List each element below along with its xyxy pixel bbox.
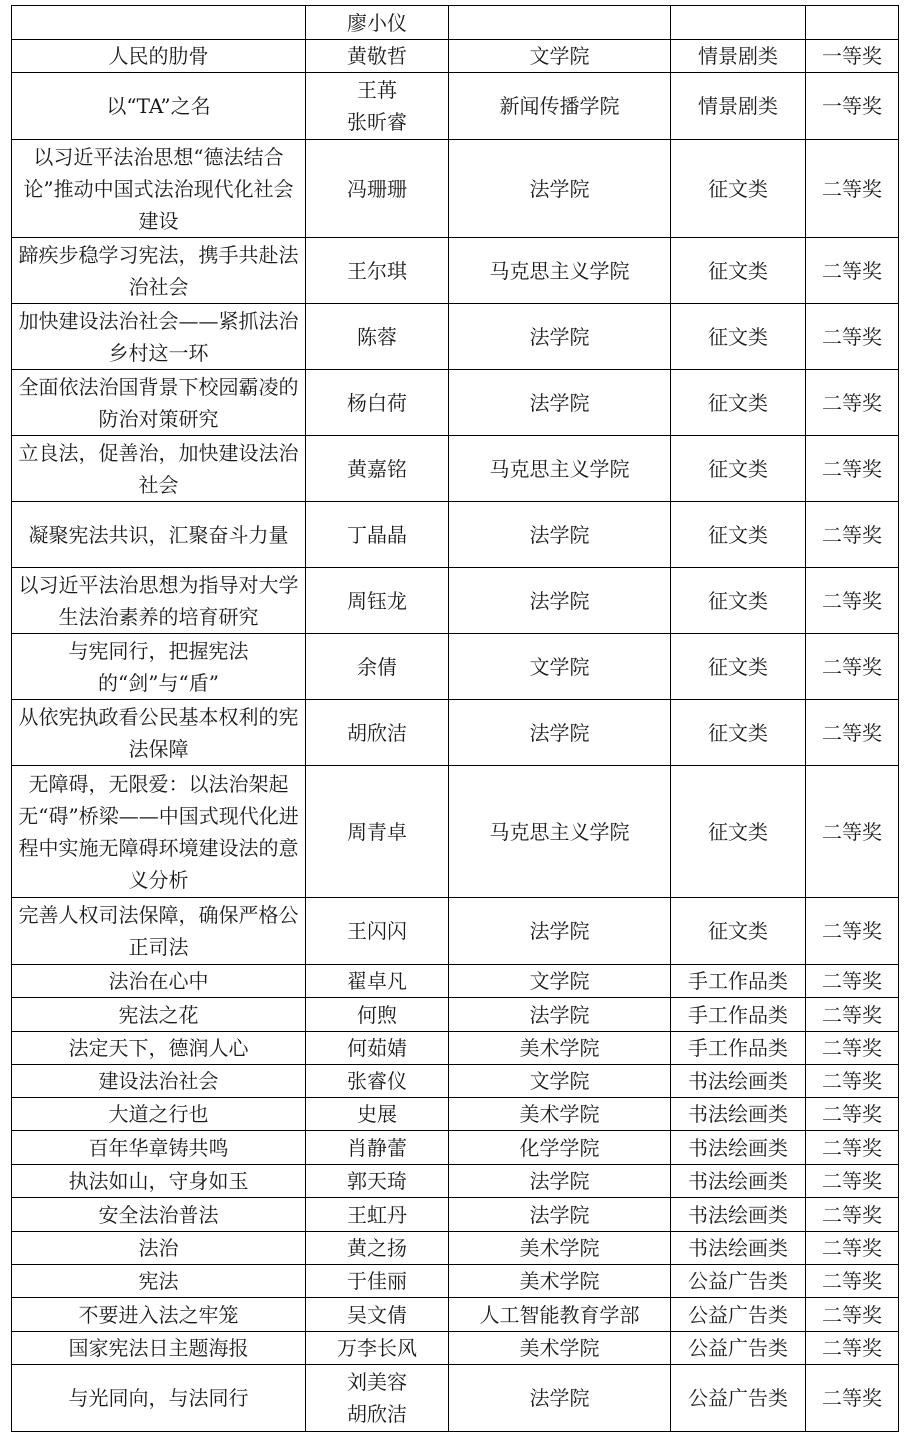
table-row xyxy=(12,634,899,700)
college-cell: 文学院 xyxy=(449,40,671,73)
category-cell: 征文类 xyxy=(671,238,806,304)
category-cell: 手工作品类 xyxy=(671,965,806,998)
author-name: 廖小仪 xyxy=(347,10,407,35)
author-name: 翟卓凡 xyxy=(347,969,407,993)
award-cell: 二等奖 xyxy=(806,1332,899,1365)
table-row xyxy=(12,436,899,502)
author-cell xyxy=(306,998,449,1032)
award-cell: 一等奖 xyxy=(806,40,899,73)
author-name: 丁晶晶 xyxy=(347,522,407,547)
entry-title-cell: 以“TA”之名 xyxy=(12,73,306,140)
category-cell: 征文类 xyxy=(671,304,806,370)
category-cell: 公益广告类 xyxy=(671,1332,806,1365)
author-name: 何煦 xyxy=(357,1002,397,1027)
college-cell: 化学学院 xyxy=(449,1131,671,1165)
awards-table-body xyxy=(12,6,899,1432)
entry-title-cell: 国家宪法日主题海报 xyxy=(12,1332,306,1365)
author-cell xyxy=(306,1232,449,1265)
category-cell: 征文类 xyxy=(671,634,806,700)
college-cell: 文学院 xyxy=(449,634,671,700)
author-cell xyxy=(306,1131,449,1165)
college-cell: 马克思主义学院 xyxy=(449,766,671,898)
award-cell: 二等奖 xyxy=(806,766,899,898)
category-cell: 情景剧类 xyxy=(671,40,806,73)
author-name: 何茹婧 xyxy=(347,1036,407,1060)
author-cell xyxy=(306,1065,449,1098)
entry-title-cell: 建设法治社会 xyxy=(12,1065,306,1098)
entry-title-cell xyxy=(12,6,306,40)
author-cell xyxy=(306,766,449,898)
author-name: 郭天琦 xyxy=(347,1169,407,1193)
author-cell xyxy=(306,700,449,766)
college-cell: 美术学院 xyxy=(449,1032,671,1065)
college-cell: 美术学院 xyxy=(449,1232,671,1265)
college-cell: 法学院 xyxy=(449,1198,671,1232)
college-cell: 法学院 xyxy=(449,140,671,238)
award-cell: 二等奖 xyxy=(806,965,899,998)
award-cell: 二等奖 xyxy=(806,1265,899,1298)
award-cell: 二等奖 xyxy=(806,1032,899,1065)
author-name: 冯珊珊 xyxy=(347,176,407,201)
college-cell: 法学院 xyxy=(449,898,671,965)
author-cell xyxy=(306,370,449,436)
award-cell: 二等奖 xyxy=(806,998,899,1032)
college-cell: 法学院 xyxy=(449,1165,671,1198)
entry-title-cell: 以习近平法治思想“德法结合论”推动中国式法治现代化社会建设 xyxy=(12,140,306,238)
entry-title-cell: 立良法，促善治，加快建设法治社会 xyxy=(12,436,306,502)
entry-title-cell: 法治在心中 xyxy=(12,965,306,998)
table-row xyxy=(12,766,899,898)
category-cell: 公益广告类 xyxy=(671,1365,806,1432)
author-cell xyxy=(306,1298,449,1332)
category-cell: 书法绘画类 xyxy=(671,1198,806,1232)
author-name: 刘美容 xyxy=(347,1370,407,1394)
category-cell: 手工作品类 xyxy=(671,1032,806,1065)
author-name: 余倩 xyxy=(357,654,397,679)
college-cell: 文学院 xyxy=(449,965,671,998)
award-cell: 二等奖 xyxy=(806,1198,899,1232)
author-name: 周青卓 xyxy=(347,819,407,844)
table-row xyxy=(12,568,899,634)
category-cell: 征文类 xyxy=(671,370,806,436)
table-row xyxy=(12,1198,899,1232)
table-row xyxy=(12,965,899,998)
author-cell xyxy=(306,73,449,140)
award-cell: 二等奖 xyxy=(806,502,899,568)
award-cell: 二等奖 xyxy=(806,1165,899,1198)
category-cell: 书法绘画类 xyxy=(671,1165,806,1198)
award-cell: 二等奖 xyxy=(806,568,899,634)
table-row xyxy=(12,1131,899,1165)
author-cell xyxy=(306,238,449,304)
category-cell: 征文类 xyxy=(671,140,806,238)
award-cell: 二等奖 xyxy=(806,1098,899,1131)
author-name: 于佳丽 xyxy=(347,1269,407,1293)
award-cell: 一等奖 xyxy=(806,73,899,140)
entry-title-cell: 执法如山，守身如玉 xyxy=(12,1165,306,1198)
author-cell xyxy=(306,40,449,73)
award-cell: 二等奖 xyxy=(806,1232,899,1265)
author-cell xyxy=(306,1098,449,1131)
entry-title-cell: 宪法 xyxy=(12,1265,306,1298)
entry-title-cell: 人民的肋骨 xyxy=(12,40,306,73)
author-name: 史展 xyxy=(357,1102,397,1126)
college-cell: 法学院 xyxy=(449,998,671,1032)
category-cell: 征文类 xyxy=(671,766,806,898)
author-cell xyxy=(306,304,449,370)
author-name: 黄之扬 xyxy=(347,1236,407,1260)
table-row xyxy=(12,1298,899,1332)
author-cell xyxy=(306,1032,449,1065)
author-name: 胡欣洁 xyxy=(347,720,407,745)
entry-title-cell: 全面依法治国背景下校园霸凌的防治对策研究 xyxy=(12,370,306,436)
category-cell: 手工作品类 xyxy=(671,998,806,1032)
author-name: 王虹丹 xyxy=(347,1202,407,1227)
award-cell: 二等奖 xyxy=(806,1298,899,1332)
category-cell: 书法绘画类 xyxy=(671,1098,806,1131)
college-cell: 马克思主义学院 xyxy=(449,436,671,502)
author-name: 万李长风 xyxy=(337,1336,417,1360)
table-row xyxy=(12,1365,899,1432)
entry-title-cell: 与光同向，与法同行 xyxy=(12,1365,306,1432)
table-row xyxy=(12,1265,899,1298)
college-cell: 美术学院 xyxy=(449,1332,671,1365)
author-cell xyxy=(306,898,449,965)
author-name: 王苒 xyxy=(357,78,397,102)
award-cell: 二等奖 xyxy=(806,436,899,502)
author-cell xyxy=(306,568,449,634)
table-row xyxy=(12,370,899,436)
table-row xyxy=(12,304,899,370)
category-cell: 征文类 xyxy=(671,502,806,568)
college-cell: 美术学院 xyxy=(449,1098,671,1131)
entry-title-cell: 无障碍，无限爱：以法治架起无“碍”桥梁——中国式现代化进程中实施无障碍环境建设法的意义分析 xyxy=(12,766,306,898)
award-cell: 二等奖 xyxy=(806,1131,899,1165)
author-name: 黄嘉铭 xyxy=(347,456,407,481)
award-cell: 二等奖 xyxy=(806,370,899,436)
author-name: 王尔琪 xyxy=(347,258,407,283)
author-name: 肖静蕾 xyxy=(347,1135,407,1160)
author-name: 王闪闪 xyxy=(347,919,407,943)
category-cell: 书法绘画类 xyxy=(671,1131,806,1165)
author-cell xyxy=(306,502,449,568)
table-row xyxy=(12,1332,899,1365)
table-row xyxy=(12,1032,899,1065)
college-cell: 法学院 xyxy=(449,304,671,370)
award-cell xyxy=(806,6,899,40)
college-cell: 美术学院 xyxy=(449,1265,671,1298)
author-cell xyxy=(306,634,449,700)
table-row xyxy=(12,700,899,766)
table-row xyxy=(12,998,899,1032)
author-cell xyxy=(306,140,449,238)
author-cell xyxy=(306,6,449,40)
table-row xyxy=(12,502,899,568)
author-cell xyxy=(306,1365,449,1432)
college-cell: 马克思主义学院 xyxy=(449,238,671,304)
category-cell: 书法绘画类 xyxy=(671,1232,806,1265)
author-name: 张昕睿 xyxy=(347,110,407,134)
author-name: 胡欣洁 xyxy=(347,1402,407,1426)
entry-title-cell: 安全法治普法 xyxy=(12,1198,306,1232)
entry-title-cell: 不要进入法之牢笼 xyxy=(12,1298,306,1332)
award-cell: 二等奖 xyxy=(806,140,899,238)
author-name: 周钰龙 xyxy=(347,588,407,613)
author-cell xyxy=(306,436,449,502)
category-cell xyxy=(671,6,806,40)
award-cell: 二等奖 xyxy=(806,898,899,965)
author-name: 陈蓉 xyxy=(357,324,397,349)
awards-table xyxy=(11,5,899,1432)
author-name: 黄敬哲 xyxy=(347,44,407,68)
table-row xyxy=(12,1098,899,1131)
author-cell xyxy=(306,1332,449,1365)
category-cell: 征文类 xyxy=(671,568,806,634)
author-name: 张睿仪 xyxy=(347,1069,407,1093)
college-cell: 法学院 xyxy=(449,568,671,634)
table-row xyxy=(12,238,899,304)
table-row xyxy=(12,6,899,40)
author-name: 杨白荷 xyxy=(347,390,407,415)
award-cell: 二等奖 xyxy=(806,238,899,304)
award-cell: 二等奖 xyxy=(806,700,899,766)
author-name: 吴文倩 xyxy=(347,1302,407,1327)
award-cell: 二等奖 xyxy=(806,1365,899,1432)
entry-title-cell: 凝聚宪法共识，汇聚奋斗力量 xyxy=(12,502,306,568)
table-row xyxy=(12,1232,899,1265)
author-cell xyxy=(306,1265,449,1298)
entry-title-cell: 法定天下，德润人心 xyxy=(12,1032,306,1065)
table-row xyxy=(12,40,899,73)
college-cell: 新闻传播学院 xyxy=(449,73,671,140)
entry-title-cell: 蹄疾步稳学习宪法，携手共赴法治社会 xyxy=(12,238,306,304)
entry-title-cell: 加快建设法治社会——紧抓法治乡村这一环 xyxy=(12,304,306,370)
college-cell: 文学院 xyxy=(449,1065,671,1098)
entry-title-cell: 完善人权司法保障，确保严格公正司法 xyxy=(12,898,306,965)
college-cell: 法学院 xyxy=(449,502,671,568)
entry-title-cell: 大道之行也 xyxy=(12,1098,306,1131)
category-cell: 书法绘画类 xyxy=(671,1065,806,1098)
table-row xyxy=(12,1165,899,1198)
table-row xyxy=(12,1065,899,1098)
college-cell: 法学院 xyxy=(449,1365,671,1432)
category-cell: 情景剧类 xyxy=(671,73,806,140)
entry-title-cell: 从依宪执政看公民基本权利的宪法保障 xyxy=(12,700,306,766)
category-cell: 公益广告类 xyxy=(671,1265,806,1298)
category-cell: 公益广告类 xyxy=(671,1298,806,1332)
award-cell: 二等奖 xyxy=(806,1065,899,1098)
college-cell: 法学院 xyxy=(449,700,671,766)
entry-title-cell: 百年华章铸共鸣 xyxy=(12,1131,306,1165)
table-row xyxy=(12,140,899,238)
category-cell: 征文类 xyxy=(671,436,806,502)
entry-title-cell: 法治 xyxy=(12,1232,306,1265)
entry-title-cell: 与宪同行，把握宪法的“剑”与“盾” xyxy=(12,634,306,700)
author-cell xyxy=(306,1198,449,1232)
entry-title-cell: 宪法之花 xyxy=(12,998,306,1032)
category-cell: 征文类 xyxy=(671,898,806,965)
entry-title-cell: 以习近平法治思想为指导对大学生法治素养的培育研究 xyxy=(12,568,306,634)
table-row xyxy=(12,898,899,965)
college-cell: 人工智能教育学部 xyxy=(449,1298,671,1332)
college-cell: 法学院 xyxy=(449,370,671,436)
award-cell: 二等奖 xyxy=(806,634,899,700)
author-cell xyxy=(306,1165,449,1198)
table-row xyxy=(12,73,899,140)
category-cell: 征文类 xyxy=(671,700,806,766)
author-cell xyxy=(306,965,449,998)
award-cell: 二等奖 xyxy=(806,304,899,370)
college-cell xyxy=(449,6,671,40)
